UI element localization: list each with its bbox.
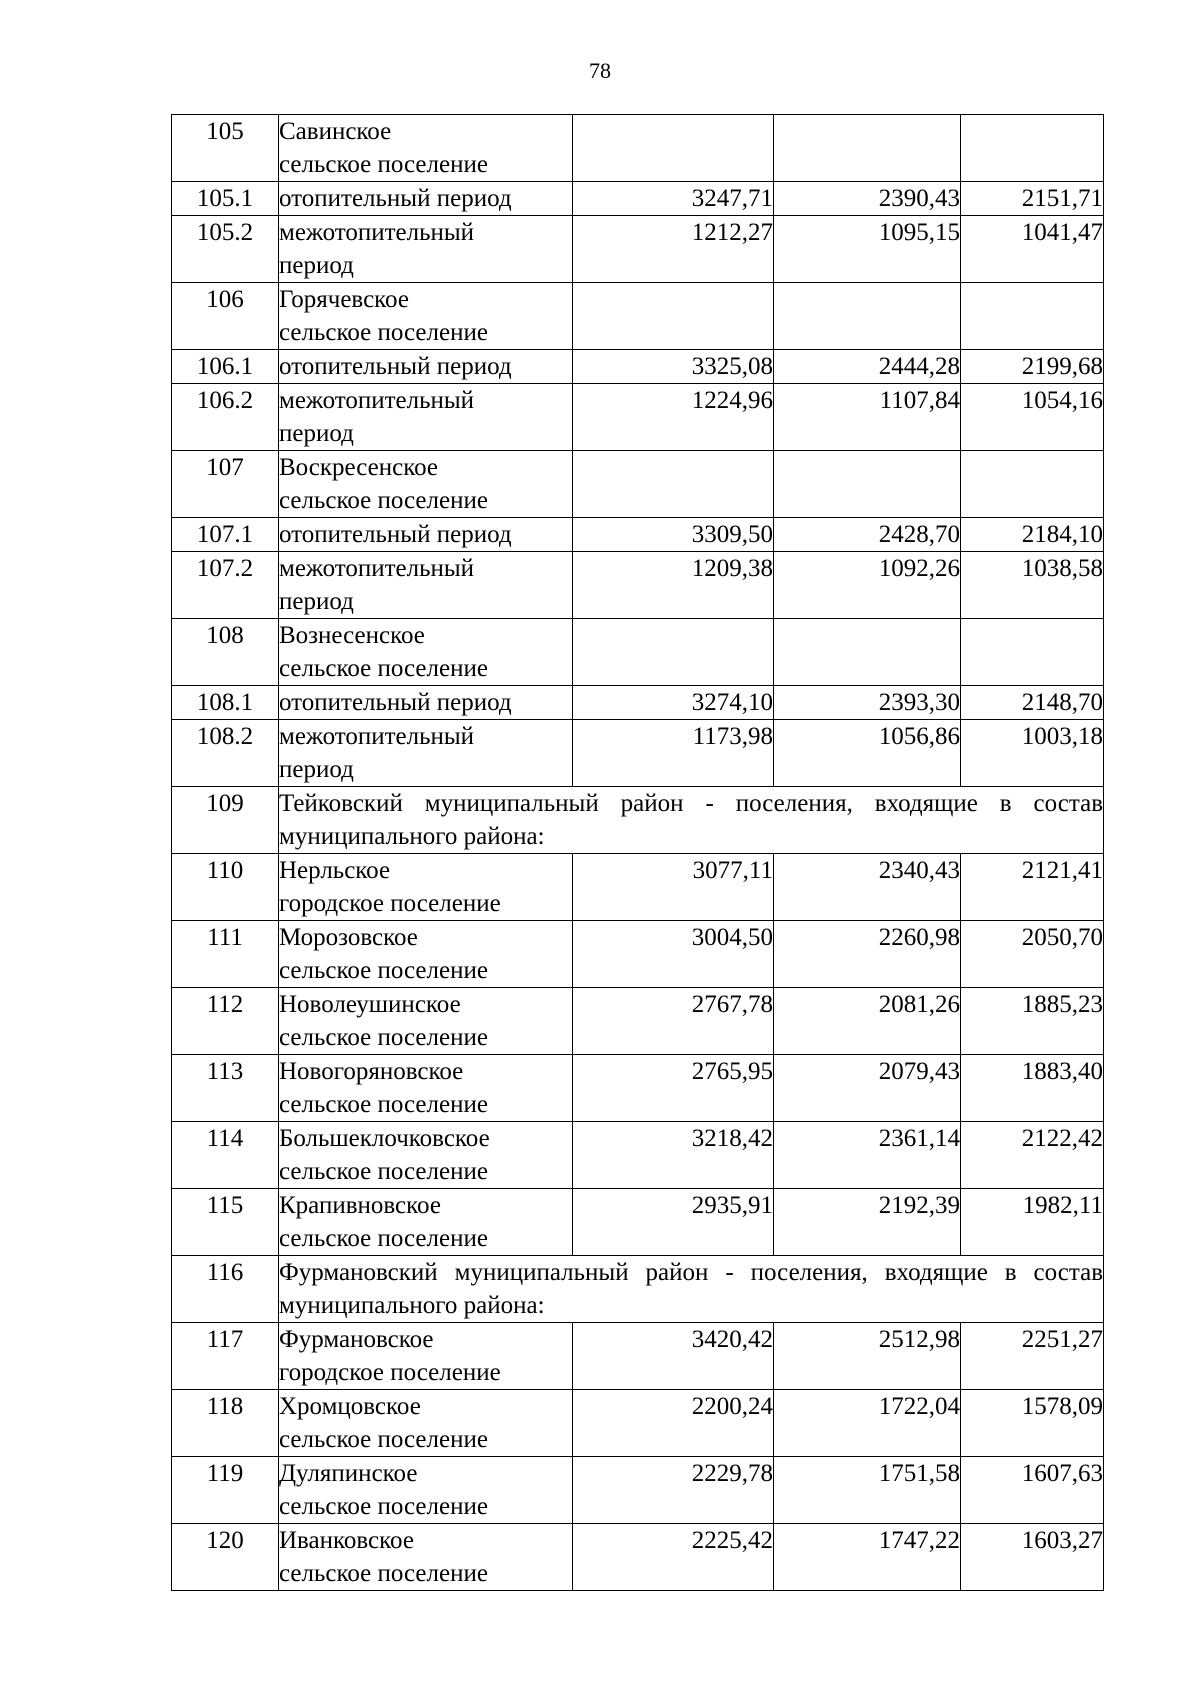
row-number: 111 [172,921,279,988]
row-number: 120 [172,1524,279,1591]
value-col-1: 2200,24 [573,1390,774,1457]
value-col-3: 2050,70 [961,921,1104,988]
value-col-1: 1173,98 [573,720,774,787]
value-col-1: 2767,78 [573,988,774,1055]
settlement-name-line: сельское поселение [279,151,488,178]
value-col-3 [961,451,1104,518]
table-row [172,1524,1104,1591]
value-col-1: 3077,11 [573,854,774,921]
page-number: 78 [589,58,611,83]
tariff-table [171,114,1104,1591]
value-col-1: 3309,50 [573,518,774,552]
settlement-name-line: Большеклочковское [279,1125,490,1152]
value-col-2: 1722,04 [774,1390,961,1457]
value-col-1 [573,451,774,518]
settlement-name-line: период [279,588,354,615]
settlement-name [279,1457,573,1524]
row-number: 119 [172,1457,279,1524]
value-col-3: 1607,63 [961,1457,1104,1524]
value-col-2: 1095,15 [774,216,961,283]
table-row [172,182,1104,216]
settlement-name [279,1524,573,1591]
settlement-name [279,1390,573,1457]
table-row [172,988,1104,1055]
row-number: 118 [172,1390,279,1457]
settlement-name [279,283,573,350]
settlement-name-line: сельское поселение [279,1158,488,1185]
settlement-name-line: сельское поселение [279,1091,488,1118]
table-row [172,1189,1104,1256]
value-col-2 [774,115,961,182]
value-col-3: 2121,41 [961,854,1104,921]
settlement-name-line: отопительный период [279,353,512,380]
settlement-name [279,1122,573,1189]
row-number: 115 [172,1189,279,1256]
value-col-3 [961,619,1104,686]
table-row [172,1457,1104,1524]
row-number: 113 [172,1055,279,1122]
value-col-1: 2229,78 [573,1457,774,1524]
value-col-2: 2340,43 [774,854,961,921]
table-row [172,283,1104,350]
settlement-name [279,1189,573,1256]
table-row [172,518,1104,552]
value-col-1: 2765,95 [573,1055,774,1122]
settlement-name [279,384,573,451]
settlement-name-line: сельское поселение [279,487,488,514]
value-col-3: 1883,40 [961,1055,1104,1122]
settlement-name-line: период [279,756,354,783]
settlement-name [279,921,573,988]
settlement-name-line: городское поселение [279,890,501,917]
settlement-name-line: межотопительный [279,723,475,750]
settlement-name-line: Иванковское [279,1527,414,1554]
settlement-name-line: Горячевское [279,286,409,313]
row-number: 116 [172,1256,279,1323]
value-col-1: 3274,10 [573,686,774,720]
settlement-name-line: отопительный период [279,185,512,212]
value-col-2: 2444,28 [774,350,961,384]
settlement-name-line: сельское поселение [279,1426,488,1453]
value-col-1 [573,115,774,182]
row-number: 105 [172,115,279,182]
table-row [172,384,1104,451]
value-col-3 [961,115,1104,182]
settlement-name-line: Дуляпинское [279,1460,418,1487]
value-col-2: 2390,43 [774,182,961,216]
settlement-name-line: сельское поселение [279,655,488,682]
value-col-2: 2192,39 [774,1189,961,1256]
row-number: 112 [172,988,279,1055]
table-row [172,350,1104,384]
settlement-name-line: Новогоряновское [279,1058,464,1085]
settlement-name-line: Хромцовское [279,1393,421,1420]
settlement-name-line: сельское поселение [279,1560,488,1587]
value-col-1: 1224,96 [573,384,774,451]
row-number: 105.2 [172,216,279,283]
value-col-3: 2148,70 [961,686,1104,720]
value-col-2: 2081,26 [774,988,961,1055]
row-number: 106 [172,283,279,350]
settlement-name [279,720,573,787]
settlement-name-line: сельское поселение [279,319,488,346]
value-col-2: 1092,26 [774,552,961,619]
settlement-name-line: отопительный период [279,521,512,548]
settlement-name-line: отопительный период [279,689,512,716]
settlement-name [279,552,573,619]
value-col-2: 2079,43 [774,1055,961,1122]
table-row [172,1256,1104,1323]
table-row [172,552,1104,619]
settlement-name-line: Новолеушинское [279,991,461,1018]
settlement-name [279,619,573,686]
settlement-name-line: Нерльское [279,857,391,884]
value-col-2: 2512,98 [774,1323,961,1390]
value-col-2: 1751,58 [774,1457,961,1524]
table-row [172,686,1104,720]
row-number: 106.1 [172,350,279,384]
value-col-3: 1578,09 [961,1390,1104,1457]
settlement-name-line: Фурмановское [279,1326,434,1353]
table-row [172,720,1104,787]
row-number: 107.1 [172,518,279,552]
value-col-2: 1107,84 [774,384,961,451]
settlement-name-line: Морозовское [279,924,418,951]
table-row [172,451,1104,518]
value-col-2: 1747,22 [774,1524,961,1591]
row-number: 114 [172,1122,279,1189]
row-number: 108.1 [172,686,279,720]
tariff-table-body [172,115,1104,1591]
settlement-name [279,350,573,384]
settlement-name [279,854,573,921]
value-col-2 [774,283,961,350]
row-number: 108 [172,619,279,686]
value-col-1: 1212,27 [573,216,774,283]
value-col-3: 2184,10 [961,518,1104,552]
settlement-name [279,518,573,552]
table-row [172,115,1104,182]
settlement-name [279,686,573,720]
table-row [172,216,1104,283]
value-col-2 [774,619,961,686]
settlement-name-line: Савинское [279,118,392,145]
value-col-2 [774,451,961,518]
value-col-3: 2122,42 [961,1122,1104,1189]
value-col-1: 3004,50 [573,921,774,988]
value-col-3 [961,283,1104,350]
value-col-3: 1982,11 [961,1189,1104,1256]
settlement-name-line: сельское поселение [279,957,488,984]
value-col-3: 1603,27 [961,1524,1104,1591]
row-number: 117 [172,1323,279,1390]
value-col-1 [573,283,774,350]
settlement-name [279,115,573,182]
settlement-name [279,1323,573,1390]
value-col-3: 1885,23 [961,988,1104,1055]
value-col-1: 1209,38 [573,552,774,619]
value-col-1: 3247,71 [573,182,774,216]
table-row [172,854,1104,921]
value-col-1: 3420,42 [573,1323,774,1390]
row-number: 107 [172,451,279,518]
settlement-name-line: период [279,420,354,447]
settlement-name [279,451,573,518]
settlement-name [279,1055,573,1122]
value-col-1: 3325,08 [573,350,774,384]
section-heading: Тейковский муниципальный район - поселения, входящие в состав муниципального района: [279,787,1104,854]
settlement-name-line: городское поселение [279,1359,501,1386]
value-col-3: 1038,58 [961,552,1104,619]
row-number: 105.1 [172,182,279,216]
settlement-name-line: сельское поселение [279,1024,488,1051]
value-col-1: 2225,42 [573,1524,774,1591]
settlement-name-line: Крапивновское [279,1192,441,1219]
table-row [172,787,1104,854]
row-number: 108.2 [172,720,279,787]
value-col-2: 2428,70 [774,518,961,552]
row-number: 106.2 [172,384,279,451]
value-col-2: 2361,14 [774,1122,961,1189]
settlement-name-line: Воскресенское [279,454,439,481]
section-heading: Фурмановский муниципальный район - поселения, входящие в состав муниципального района: [279,1256,1104,1323]
value-col-2: 2260,98 [774,921,961,988]
settlement-name-line: период [279,252,354,279]
settlement-name-line: межотопительный [279,555,475,582]
table-row [172,1122,1104,1189]
settlement-name-line: сельское поселение [279,1493,488,1520]
value-col-3: 2199,68 [961,350,1104,384]
value-col-1 [573,619,774,686]
value-col-3: 2151,71 [961,182,1104,216]
row-number: 110 [172,854,279,921]
settlement-name-line: Вознесенское [279,622,425,649]
table-row [172,1055,1104,1122]
value-col-3: 1054,16 [961,384,1104,451]
settlement-name [279,182,573,216]
row-number: 109 [172,787,279,854]
table-row [172,619,1104,686]
value-col-3: 2251,27 [961,1323,1104,1390]
settlement-name-line: межотопительный [279,387,475,414]
value-col-3: 1003,18 [961,720,1104,787]
settlement-name [279,988,573,1055]
value-col-2: 1056,86 [774,720,961,787]
settlement-name-line: межотопительный [279,219,475,246]
value-col-3: 1041,47 [961,216,1104,283]
settlement-name-line: сельское поселение [279,1225,488,1252]
table-row [172,1323,1104,1390]
value-col-1: 3218,42 [573,1122,774,1189]
row-number: 107.2 [172,552,279,619]
value-col-2: 2393,30 [774,686,961,720]
value-col-1: 2935,91 [573,1189,774,1256]
table-row [172,921,1104,988]
settlement-name [279,216,573,283]
table-row [172,1390,1104,1457]
